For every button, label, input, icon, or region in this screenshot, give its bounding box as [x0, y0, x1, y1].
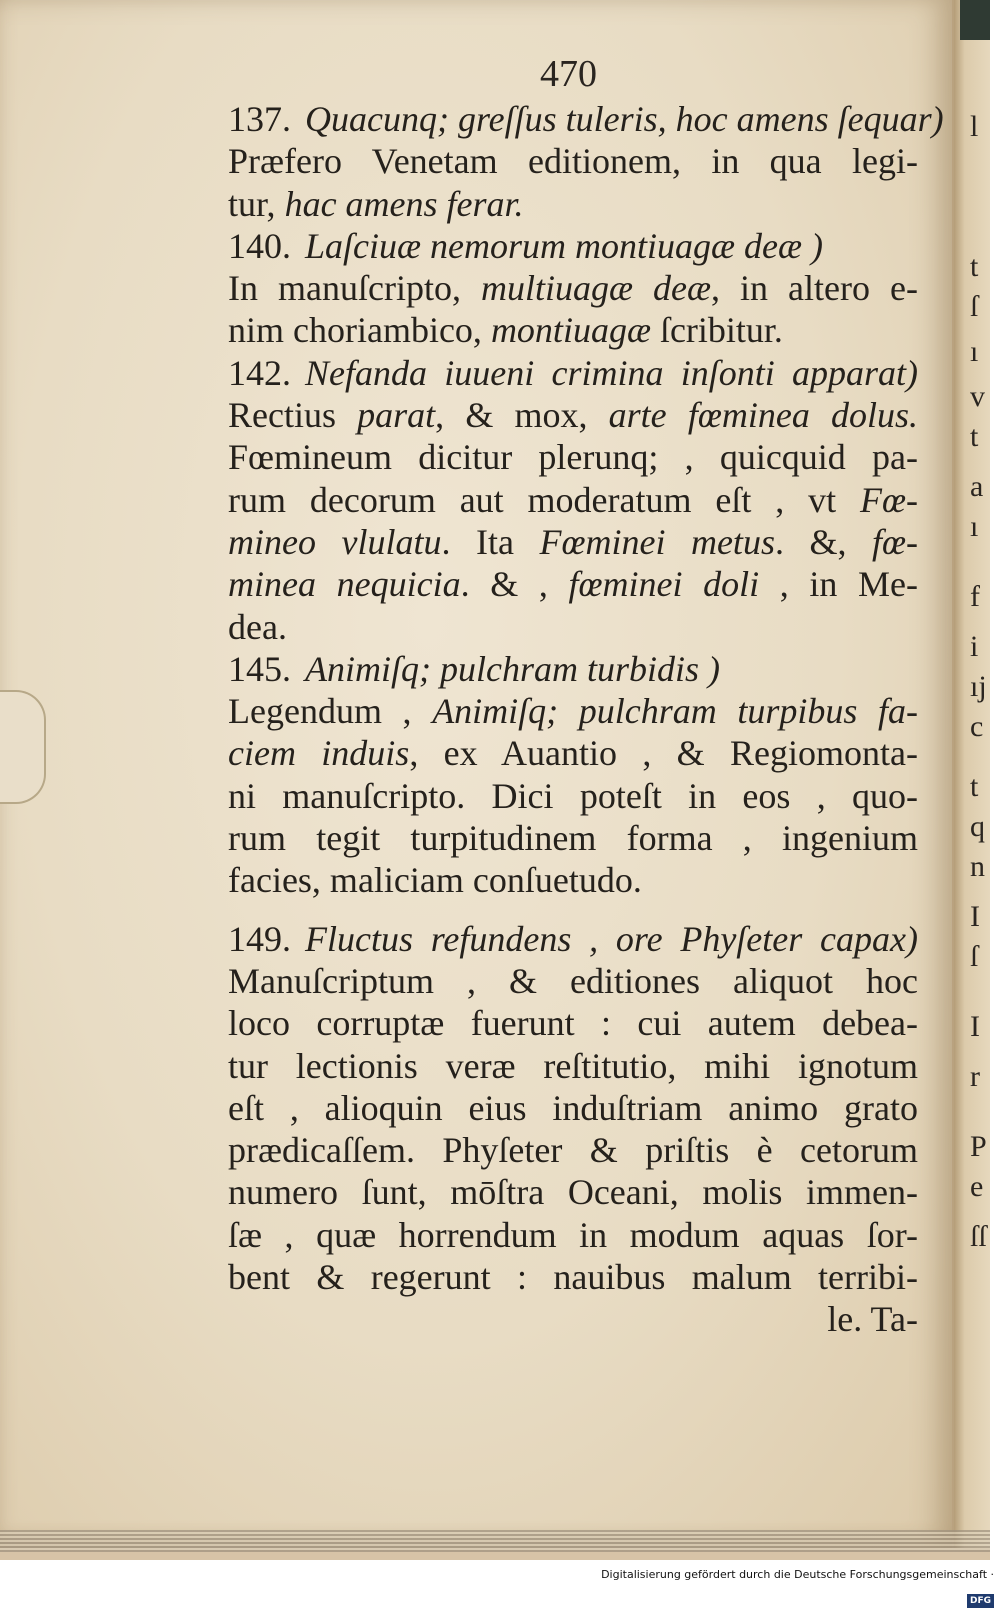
- text-line: [228, 563, 918, 605]
- roman-text: In manuſcripto,: [228, 268, 481, 309]
- text-line: [228, 1214, 918, 1256]
- roman-text: , in Me-: [759, 564, 918, 605]
- italic-text: arte fœminea dolus.: [608, 395, 918, 436]
- roman-text: rum tegit turpitudinem forma , ingenium: [228, 818, 918, 859]
- facing-page-letter: c: [970, 710, 984, 743]
- text-line: [228, 1087, 918, 1129]
- italic-text: Quacunq; greſſus tuleris, hoc amens ſequar): [305, 99, 944, 139]
- page-number: 470: [540, 53, 597, 95]
- text-line: [228, 1256, 918, 1298]
- text-line: [228, 606, 918, 648]
- commentary-text: [228, 98, 944, 1341]
- text-line: [228, 859, 918, 901]
- text-line: [228, 1171, 918, 1213]
- line-number: 137.: [228, 99, 291, 139]
- italic-text: multiuagæ deæ: [480, 268, 712, 309]
- roman-text: le. Ta-: [827, 1299, 918, 1340]
- facing-page-letter: a: [970, 470, 984, 503]
- line-number: 142.: [228, 352, 291, 393]
- facing-page-letter: t: [970, 250, 979, 283]
- facing-page-letter: ı: [970, 510, 979, 543]
- text-line: [228, 960, 918, 1002]
- roman-text: ſæ , quæ horrendum in modum aquas ſor-: [228, 1214, 918, 1255]
- roman-text: Rectius: [228, 395, 358, 436]
- credit-text: Digitalisierung gefördert durch die Deutsche Forschungsgemeinschaft ·: [601, 1568, 994, 1581]
- roman-text: tur lectionis veræ reſtitutio, mihi ignotum: [228, 1045, 918, 1086]
- text-line: [228, 436, 918, 478]
- binding-edge: [960, 0, 990, 40]
- paragraph-gap: [228, 902, 918, 918]
- text-line: [228, 1129, 918, 1171]
- text-line: [228, 1298, 918, 1340]
- facing-page-letter: ſ: [970, 940, 979, 973]
- roman-text: dea.: [228, 606, 287, 647]
- roman-text: facies, maliciam conſuetudo.: [228, 860, 642, 901]
- italic-text: Fœ-: [860, 479, 918, 520]
- italic-text: hac amens ferar.: [284, 183, 524, 224]
- text-line: [228, 521, 918, 563]
- roman-text: Legendum ,: [228, 691, 433, 732]
- text-line: [228, 1002, 918, 1044]
- facing-page-letter: ſſ: [970, 1220, 987, 1253]
- italic-text: Fœminei metus: [539, 521, 775, 562]
- roman-text: ni manuſcripto. Dici poteſt in eos , quo-: [228, 775, 918, 816]
- facing-page-letter: i: [970, 630, 979, 663]
- facing-page-letter: n: [970, 850, 985, 883]
- digitization-credit: [600, 1562, 1000, 1606]
- roman-text: . Ita: [441, 521, 540, 562]
- roman-text: Præfero Venetam editionem, in qua legi-: [228, 141, 918, 182]
- text-line: [228, 732, 918, 774]
- text-line: [228, 394, 918, 436]
- roman-text: , ex Auantio , & Regiomonta-: [409, 733, 918, 774]
- facing-page-letter: q: [970, 810, 985, 843]
- italic-text: mineo vlulatu: [228, 521, 442, 562]
- roman-text: , in altero e-: [711, 268, 918, 309]
- roman-text: eſt , alioquin eius induſtriam animo grato: [228, 1087, 918, 1128]
- roman-text: . &,: [774, 521, 872, 562]
- roman-text: tur,: [228, 183, 285, 224]
- text-line: [228, 267, 918, 309]
- facing-page-letter: ſ: [970, 290, 979, 323]
- text-line: [228, 479, 918, 521]
- text-line: [228, 352, 918, 394]
- roman-text: Manuſcriptum , & editiones aliquot hoc: [228, 960, 918, 1001]
- page-bottom-edge: [0, 1530, 990, 1552]
- text-line: [228, 98, 944, 140]
- line-number: 140.: [228, 225, 291, 266]
- bookmark-tab: [0, 690, 46, 804]
- roman-text: prædicaſſem. Phyſeter & priſtis è cetorum: [228, 1130, 918, 1171]
- line-number: 149.: [228, 918, 291, 959]
- italic-text: Animiſq; pulchram turpibus fa-: [432, 691, 919, 732]
- dfg-logo: DFG: [967, 1594, 994, 1608]
- text-line: [228, 225, 918, 267]
- roman-text: rum decorum aut moderatum eſt , vt: [228, 479, 860, 520]
- italic-text: parat: [357, 395, 436, 436]
- roman-text: bent & regerunt : nauibus malum terribi-: [228, 1257, 918, 1298]
- italic-text: Laſciuæ nemorum montiuagæ deæ ): [305, 225, 823, 266]
- facing-page-letter: ıj: [970, 670, 987, 703]
- text-line: [228, 690, 918, 732]
- italic-text: fœminei doli: [568, 564, 760, 605]
- facing-page-letter: l: [970, 110, 979, 143]
- italic-text: minea nequicia: [228, 564, 461, 605]
- facing-page-letter: e: [970, 1170, 984, 1203]
- facing-page-letter: ı: [970, 335, 979, 368]
- text-line: [228, 817, 918, 859]
- facing-page-letter: v: [970, 380, 985, 413]
- text-line: [228, 183, 918, 225]
- text-line: [228, 1045, 918, 1087]
- text-line: [228, 309, 918, 351]
- italic-text: fœ-: [871, 521, 918, 562]
- italic-text: Fluctus refundens , ore Phyſeter capax): [305, 918, 918, 959]
- roman-text: Fœmineum dicitur plerunq; , quicquid pa-: [228, 437, 918, 478]
- facing-page-letters: [962, 110, 990, 1560]
- text-line: [228, 775, 918, 817]
- roman-text: loco corruptæ fuerunt : cui autem debea-: [228, 1003, 918, 1044]
- facing-page-letter: f: [970, 580, 980, 613]
- line-number: 145.: [228, 648, 291, 689]
- italic-text: Animiſq; pulchram turbidis ): [305, 648, 720, 689]
- roman-text: nim choriambico,: [228, 310, 491, 351]
- text-line: [228, 140, 918, 182]
- text-line: [228, 648, 918, 690]
- roman-text: . & ,: [460, 564, 569, 605]
- facing-page-letter: I: [970, 900, 980, 933]
- facing-page-letter: I: [970, 1010, 980, 1043]
- facing-page-letter: t: [970, 420, 979, 453]
- roman-text: numero ſunt, mōſtra Oceani, molis immen-: [228, 1172, 918, 1213]
- italic-text: Nefanda iuueni crimina inſonti apparat): [305, 352, 918, 393]
- text-line: [228, 918, 918, 960]
- roman-text: ſcribitur.: [650, 310, 783, 351]
- italic-text: montiuagæ: [490, 310, 651, 351]
- facing-page-letter: P: [970, 1130, 987, 1163]
- roman-text: , & mox,: [435, 395, 609, 436]
- italic-text: ciem induis: [228, 733, 410, 774]
- facing-page-letter: r: [970, 1060, 980, 1093]
- facing-page-letter: t: [970, 770, 979, 803]
